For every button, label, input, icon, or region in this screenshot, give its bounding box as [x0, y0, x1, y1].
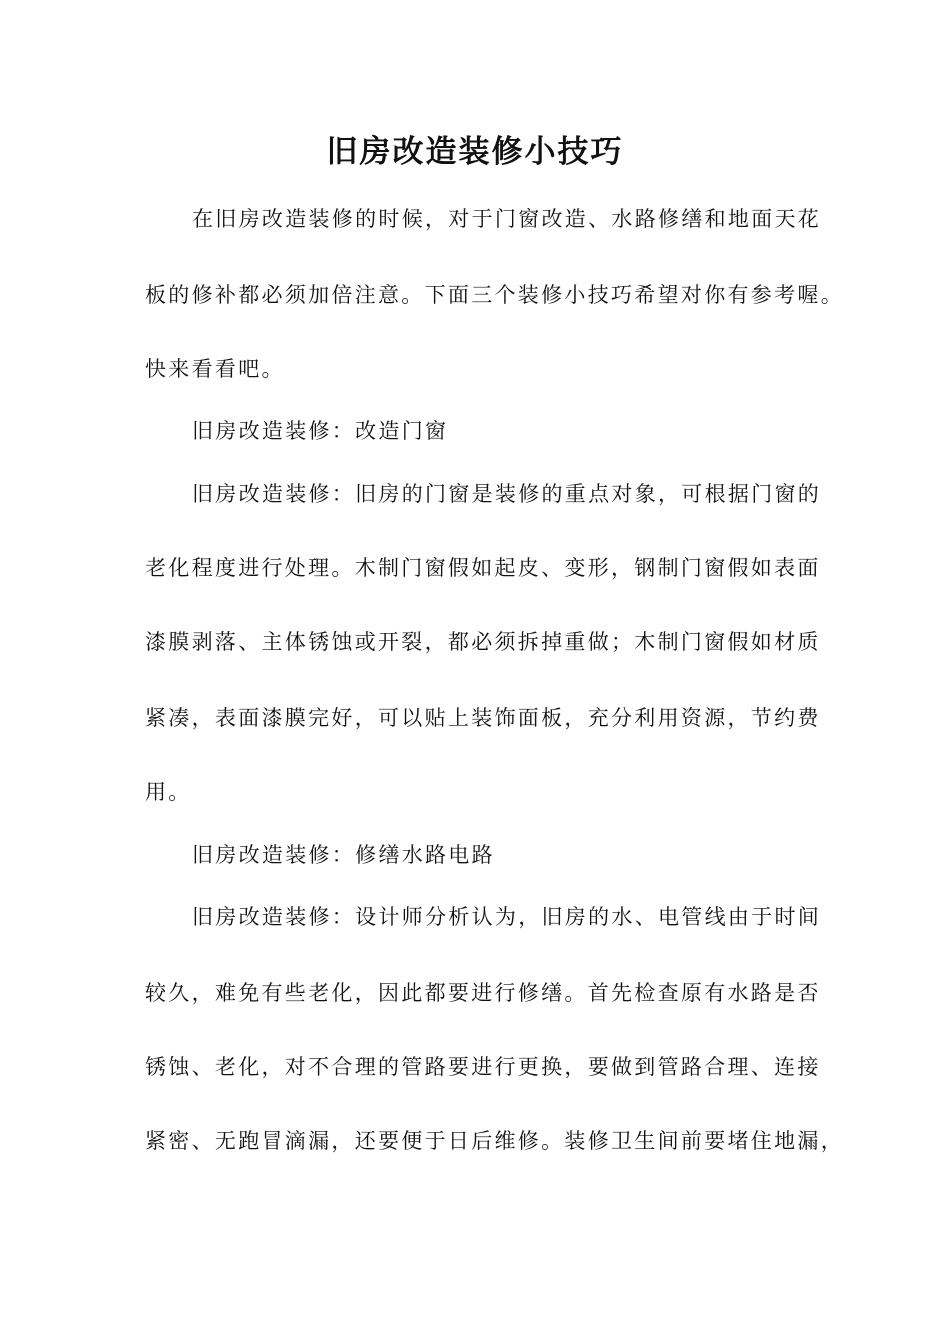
paragraph-2-line-1: 旧房改造装修：旧房的门窗是装修的重点对象，可根据门窗的 — [192, 482, 822, 506]
paragraph-1-line-2: 板的修补都必须加倍注意。下面三个装修小技巧希望对你有参考喔。 — [145, 283, 844, 307]
paragraph-2-line-5: 用。 — [145, 780, 192, 804]
section-heading-doors-windows: 旧房改造装修：改造门窗 — [192, 419, 449, 443]
paragraph-2-line-3: 漆膜剥落、主体锈蚀或开裂，都必须拆掉重做；木制门窗假如材质 — [145, 630, 821, 654]
paragraph-3-line-1: 旧房改造装修：设计师分析认为，旧房的水、电管线由于时间 — [192, 905, 822, 929]
paragraph-1-line-3: 快来看看吧。 — [145, 357, 285, 381]
paragraph-2-line-4: 紧凑，表面漆膜完好，可以贴上装饰面板，充分利用资源，节约费 — [145, 706, 821, 730]
document-title: 旧房改造装修小技巧 — [326, 134, 624, 170]
paragraph-3-line-4: 紧密、无跑冒滴漏，还要便于日后维修。装修卫生间前要堵住地漏， — [145, 1129, 844, 1153]
paragraph-3-line-3: 锈蚀、老化，对不合理的管路要进行更换，要做到管路合理、连接 — [145, 1055, 821, 1079]
paragraph-3-line-2: 较久，难免有些老化，因此都要进行修缮。首先检查原有水路是否 — [145, 981, 821, 1005]
section-heading-water-electric: 旧房改造装修：修缮水路电路 — [192, 843, 495, 867]
paragraph-1-line-1: 在旧房改造装修的时候，对于门窗改造、水路修缮和地面天花 — [192, 207, 822, 231]
paragraph-2-line-2: 老化程度进行处理。木制门窗假如起皮、变形，钢制门窗假如表面 — [145, 556, 821, 580]
